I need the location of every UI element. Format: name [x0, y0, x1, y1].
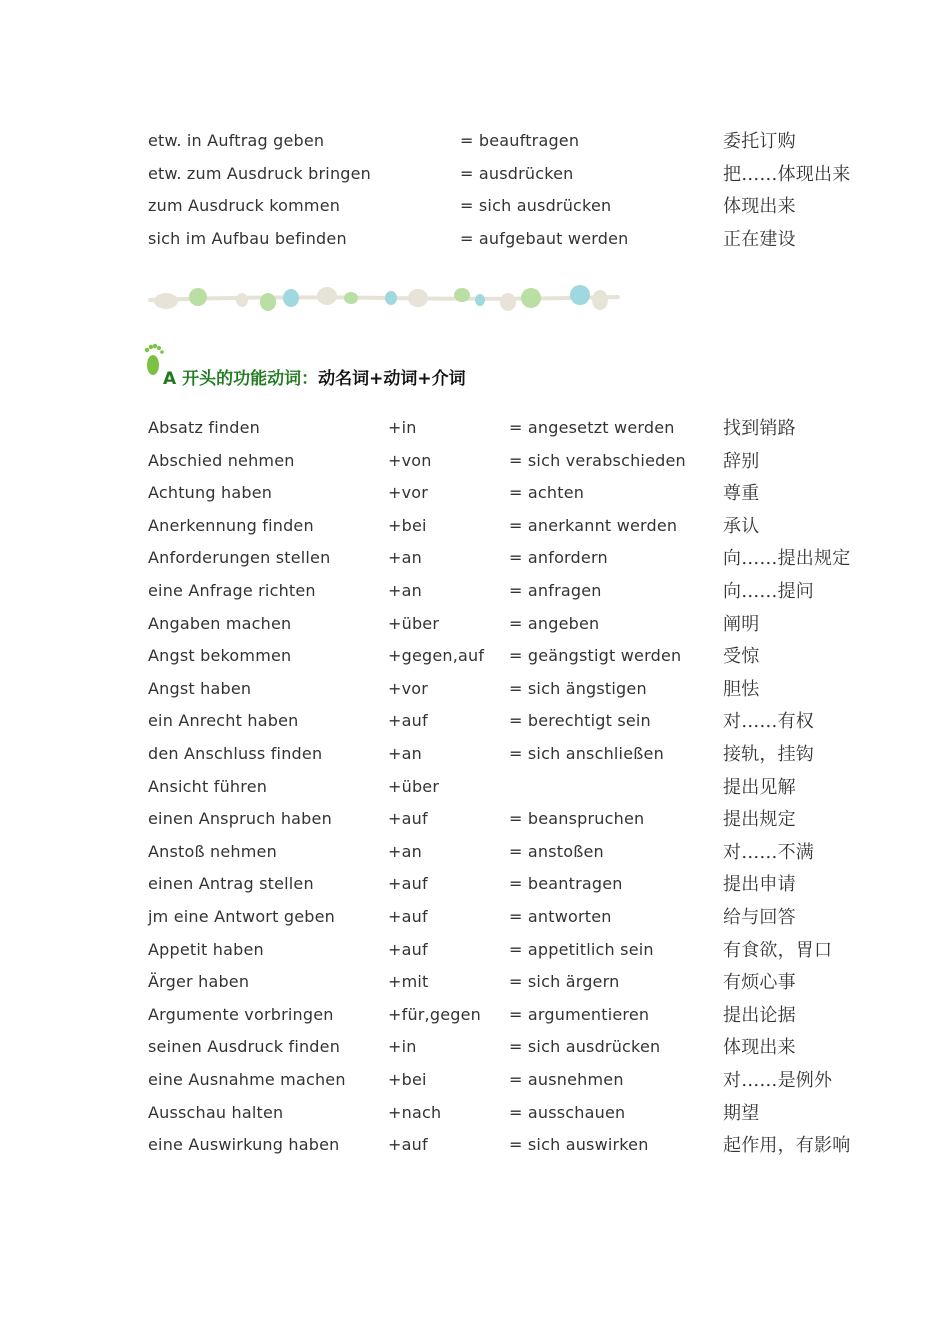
chinese-translation: 向……提问: [723, 581, 814, 602]
equivalent-verb: = ausnehmen: [509, 1070, 624, 1089]
verb-phrase: Angaben machen: [148, 613, 292, 633]
intro-phrase: sich im Aufbau befinden: [148, 228, 347, 248]
table-row: [0, 418, 950, 450]
chinese-translation: 提出论据: [723, 1004, 796, 1026]
verb-phrase: jm eine Antwort geben: [148, 907, 335, 926]
intro-equivalent: = aufgebaut werden: [460, 228, 629, 248]
table-row: [0, 711, 950, 743]
preposition: +nach: [388, 1102, 442, 1122]
section-letter: A: [163, 369, 177, 389]
equivalent-verb: = angeben: [509, 613, 600, 633]
preposition: +von: [388, 450, 432, 470]
equivalent-verb: = geängstigt werden: [509, 646, 682, 666]
equivalent-verb: = beantragen: [509, 874, 623, 894]
verb-phrase: eine Auswirkung haben: [148, 1135, 340, 1155]
preposition: +an: [388, 581, 422, 600]
table-row: [0, 842, 950, 874]
verb-phrase: den Anschluss finden: [148, 744, 323, 763]
footprint-icon: [143, 343, 165, 379]
preposition: +auf: [388, 874, 428, 894]
section-title-green: 开头的功能动词：: [182, 369, 319, 389]
chinese-translation: 起作用，有影响: [723, 1135, 851, 1157]
intro-translation: 把……体现出来: [723, 163, 851, 185]
verb-phrase: Appetit haben: [148, 939, 264, 959]
table-row: [0, 646, 950, 678]
table-row: [0, 1070, 950, 1102]
chinese-translation: 向……提出规定: [723, 548, 851, 570]
chinese-translation: 胆怯: [723, 678, 760, 700]
equivalent-verb: = sich ausdrücken: [509, 1037, 661, 1057]
table-row: [0, 1005, 950, 1037]
preposition: +auf: [388, 1135, 428, 1155]
preposition: +über: [388, 776, 440, 796]
verb-phrase: einen Antrag stellen: [148, 874, 314, 894]
table-row: [0, 581, 950, 613]
table-row: [0, 548, 950, 580]
dotted-divider: [146, 284, 622, 316]
table-row: [0, 744, 950, 776]
equivalent-verb: = achten: [509, 483, 585, 503]
chinese-translation: 找到销路: [723, 418, 796, 439]
chinese-translation: 受惊: [723, 646, 760, 668]
intro-phrase: zum Ausdruck kommen: [148, 196, 341, 216]
preposition: +vor: [388, 483, 429, 503]
table-row: [0, 777, 950, 809]
equivalent-verb: = anstoßen: [509, 841, 604, 861]
preposition: +über: [388, 613, 440, 633]
table-row: [0, 451, 950, 483]
chinese-translation: 对……不满: [723, 841, 814, 863]
verb-phrase: Anstoß nehmen: [148, 841, 277, 861]
chinese-translation: 提出规定: [723, 809, 796, 831]
table-row: [0, 809, 950, 841]
equivalent-verb: = sich ärgern: [509, 972, 620, 992]
intro-translation: 体现出来: [723, 196, 796, 218]
equivalent-verb: = appetitlich sein: [509, 939, 654, 959]
equivalent-verb: = ausschauen: [509, 1102, 626, 1122]
verb-phrase: Argumente vorbringen: [148, 1004, 334, 1024]
intro-phrase: etw. in Auftrag geben: [148, 131, 325, 150]
table-row: [0, 1135, 950, 1167]
intro-equivalent: = beauftragen: [460, 131, 580, 150]
intro-row: [0, 229, 950, 261]
equivalent-verb: = beanspruchen: [509, 809, 645, 829]
preposition: +mit: [388, 972, 429, 992]
section-title: [163, 364, 466, 389]
chinese-translation: 尊重: [723, 483, 760, 505]
equivalent-verb: = berechtigt sein: [509, 711, 651, 731]
equivalent-verb: = anerkannt werden: [509, 515, 678, 535]
intro-row: [0, 164, 950, 196]
verb-phrase: Anforderungen stellen: [148, 548, 331, 568]
preposition: +auf: [388, 907, 428, 926]
table-row: [0, 907, 950, 939]
preposition: +bei: [388, 515, 427, 535]
equivalent-verb: = sich anschließen: [509, 744, 664, 763]
preposition: +an: [388, 548, 422, 568]
table-row: [0, 972, 950, 1004]
chinese-translation: 有烦心事: [723, 972, 796, 994]
table-row: [0, 874, 950, 906]
verb-phrase: eine Anfrage richten: [148, 581, 316, 600]
equivalent-verb: = argumentieren: [509, 1004, 650, 1024]
chinese-translation: 接轨，挂钩: [723, 744, 814, 765]
equivalent-verb: = sich ängstigen: [509, 678, 647, 698]
section-title-black: 动名词+动词+介词: [318, 369, 466, 389]
preposition: +vor: [388, 678, 429, 698]
verb-phrase: seinen Ausdruck finden: [148, 1037, 341, 1057]
verb-phrase: Anerkennung finden: [148, 515, 314, 535]
verb-phrase: ein Anrecht haben: [148, 711, 299, 731]
table-row: [0, 483, 950, 515]
verb-phrase: Angst bekommen: [148, 646, 292, 666]
table-row: [0, 679, 950, 711]
preposition: +gegen,auf: [388, 646, 485, 666]
chinese-translation: 对……是例外: [723, 1070, 833, 1091]
verb-phrase: Angst haben: [148, 678, 252, 698]
preposition: +für,gegen: [388, 1004, 481, 1024]
intro-row: [0, 196, 950, 228]
equivalent-verb: = sich auswirken: [509, 1135, 649, 1155]
section-heading: [143, 343, 743, 389]
preposition: +an: [388, 841, 422, 861]
equivalent-verb: = antworten: [509, 907, 612, 926]
verb-phrase: Absatz finden: [148, 418, 260, 437]
chinese-translation: 体现出来: [723, 1037, 796, 1059]
preposition: +bei: [388, 1070, 427, 1089]
preposition: +auf: [388, 711, 428, 731]
table-row: [0, 940, 950, 972]
preposition: +in: [388, 418, 417, 437]
verb-phrase: Achtung haben: [148, 483, 273, 503]
verb-phrase: Ausschau halten: [148, 1102, 284, 1122]
chinese-translation: 阐明: [723, 613, 760, 635]
table-row: [0, 614, 950, 646]
equivalent-verb: = sich verabschieden: [509, 450, 686, 470]
chinese-translation: 承认: [723, 515, 760, 537]
equivalent-verb: = anfordern: [509, 548, 608, 568]
preposition: +in: [388, 1037, 417, 1057]
intro-phrase: etw. zum Ausdruck bringen: [148, 163, 372, 183]
chinese-translation: 辞别: [723, 450, 760, 472]
table-row: [0, 516, 950, 548]
verb-phrase: Ansicht führen: [148, 776, 268, 796]
preposition: +auf: [388, 939, 428, 959]
chinese-translation: 期望: [723, 1102, 760, 1124]
table-row: [0, 1103, 950, 1135]
chinese-translation: 提出申请: [723, 874, 796, 896]
verb-phrase: Abschied nehmen: [148, 450, 295, 470]
intro-equivalent: = sich ausdrücken: [460, 196, 612, 216]
table-row: [0, 1037, 950, 1069]
verb-phrase: Ärger haben: [148, 972, 250, 992]
preposition: +an: [388, 744, 422, 763]
intro-translation: 正在建设: [723, 228, 796, 250]
chinese-translation: 给与回答: [723, 907, 796, 928]
intro-translation: 委托订购: [723, 131, 796, 152]
verb-phrase: eine Ausnahme machen: [148, 1070, 346, 1089]
intro-equivalent: = ausdrücken: [460, 163, 574, 183]
chinese-translation: 提出见解: [723, 776, 796, 798]
verb-phrase: einen Anspruch haben: [148, 809, 332, 829]
chinese-translation: 有食欲，胃口: [723, 939, 833, 961]
equivalent-verb: = angesetzt werden: [509, 418, 675, 437]
chinese-translation: 对……有权: [723, 711, 814, 733]
intro-row: [0, 131, 950, 163]
equivalent-verb: = anfragen: [509, 581, 602, 600]
preposition: +auf: [388, 809, 428, 829]
